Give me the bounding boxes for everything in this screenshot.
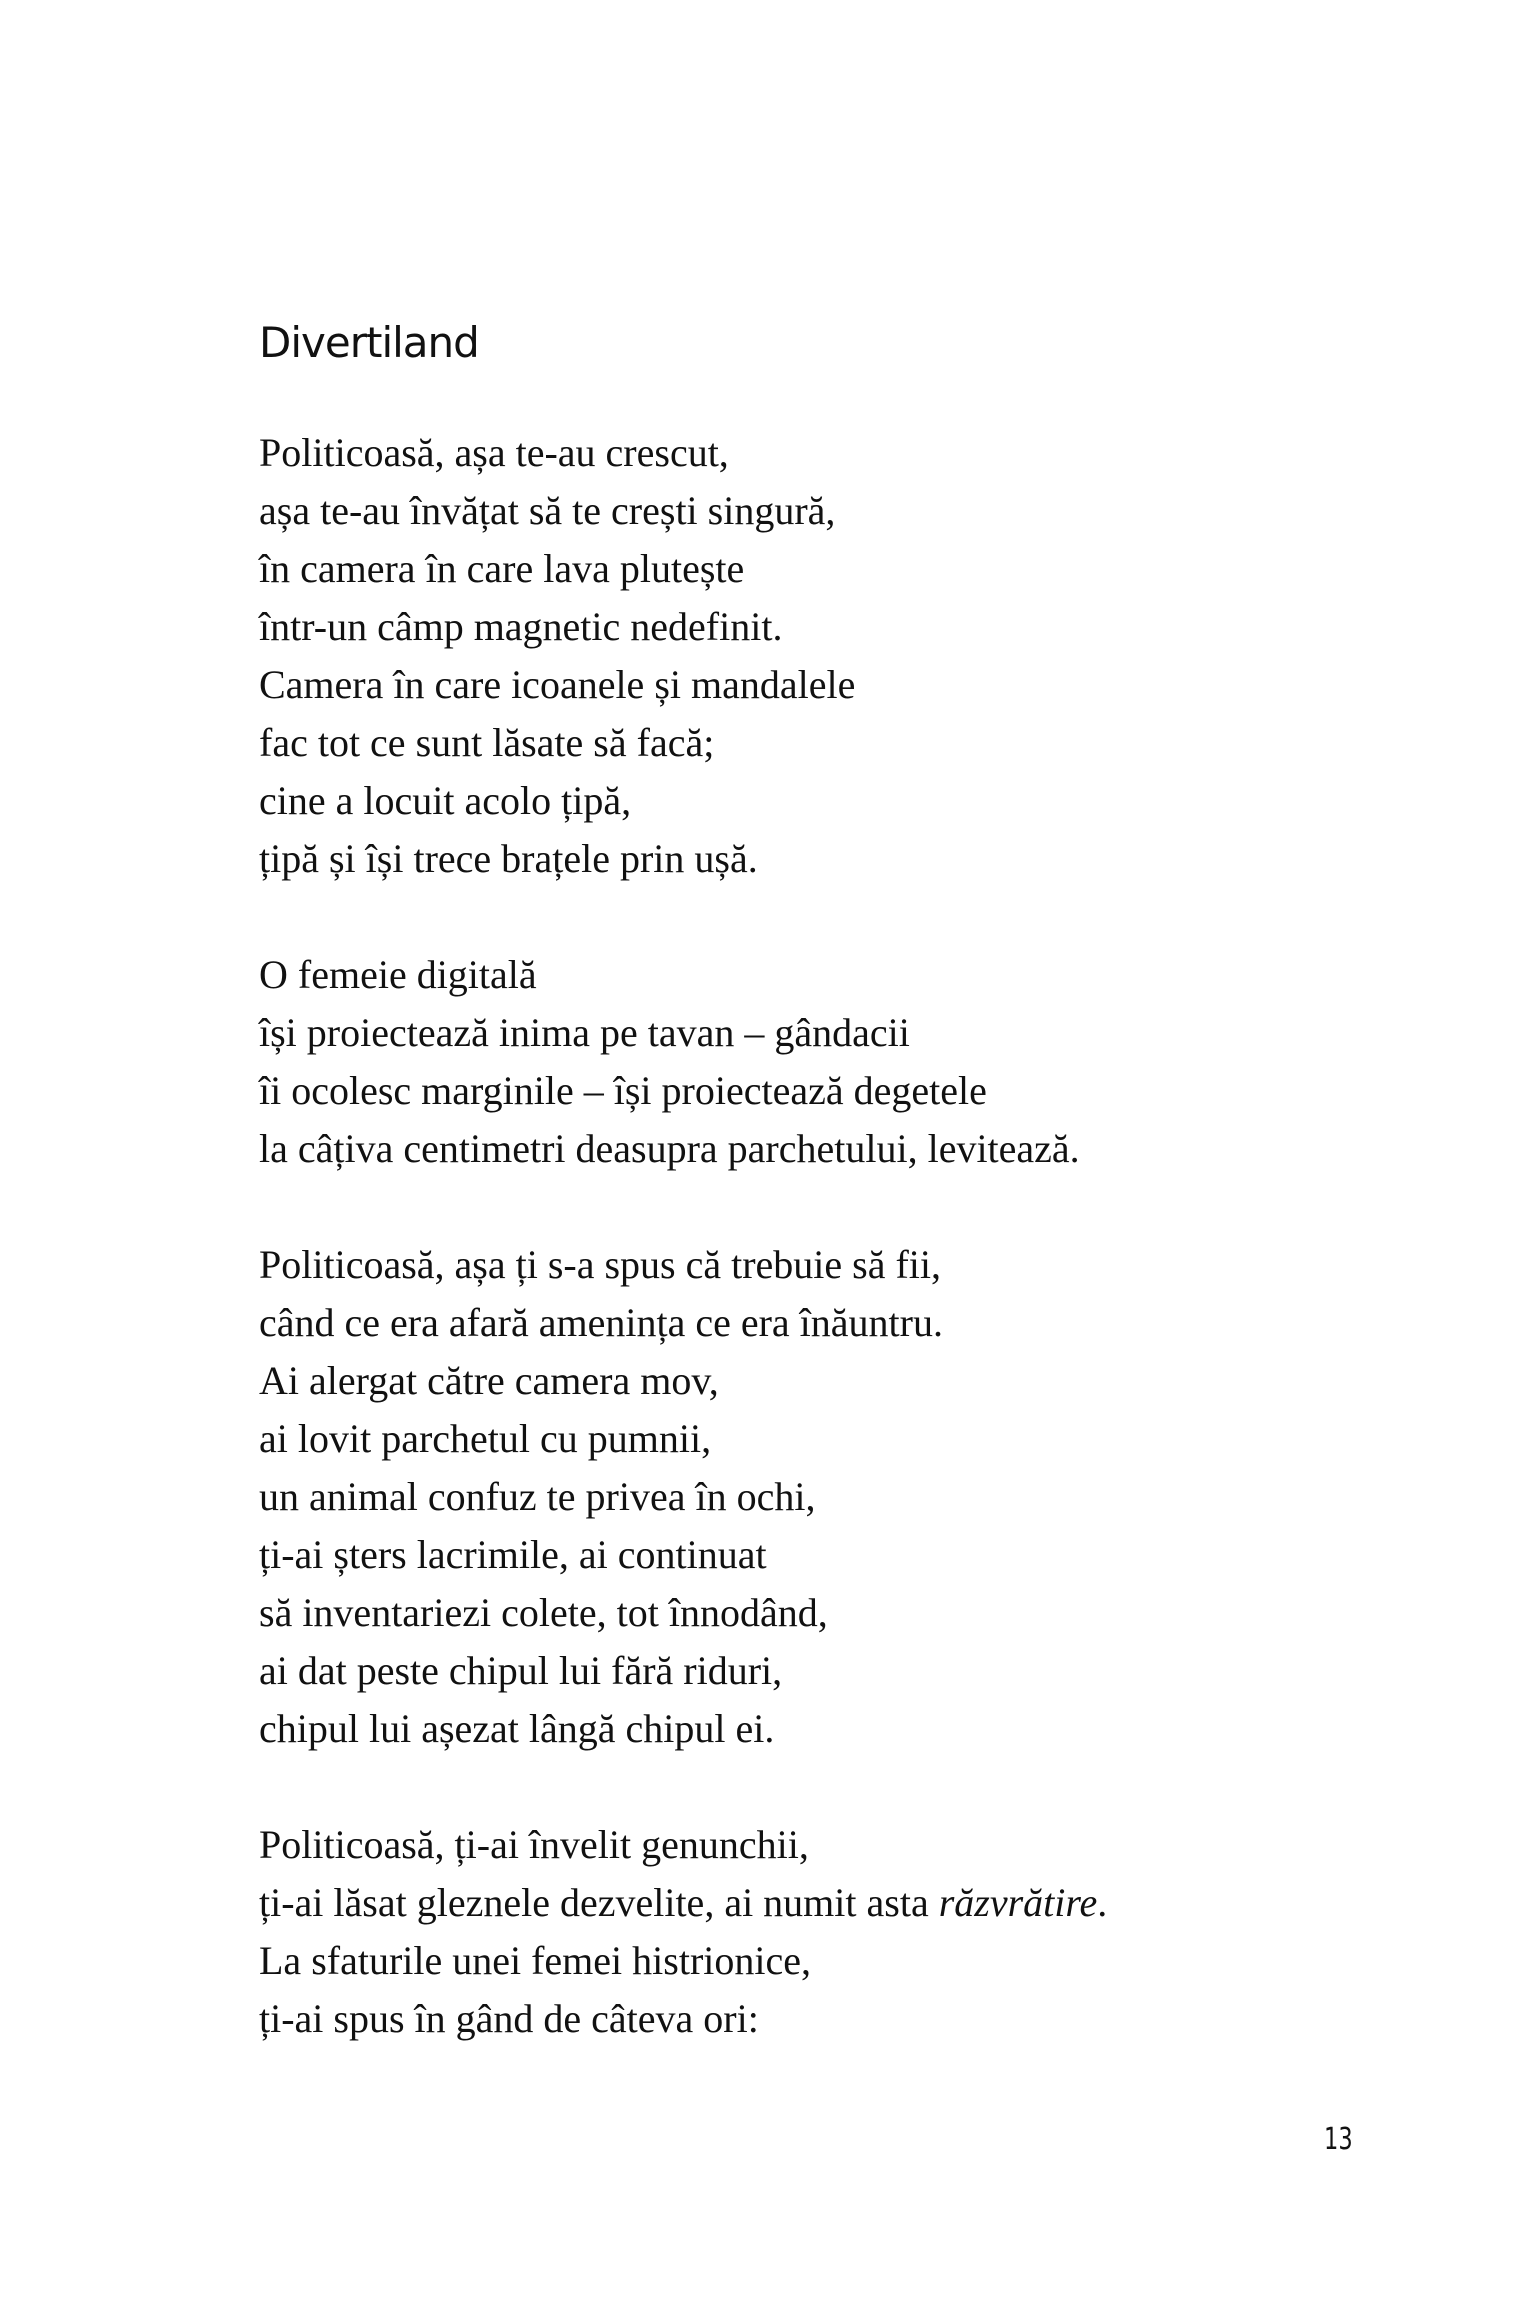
poem-line: în camera în care lava plutește bbox=[259, 546, 745, 591]
poem-line: ți-ai spus în gând de câteva ori: bbox=[259, 1996, 759, 2041]
line-end-punctuation: . bbox=[1097, 1880, 1108, 1925]
poem-line: chipul lui așezat lângă chipul ei. bbox=[259, 1706, 775, 1751]
poem-title: Divertiland bbox=[259, 318, 479, 367]
italic-word: răzvrătire bbox=[938, 1880, 1098, 1925]
poem-line: Politicoasă, așa ți s-a spus că trebuie să fii, bbox=[259, 1242, 942, 1287]
poem-body bbox=[259, 424, 1107, 2106]
poem-line bbox=[259, 1874, 1107, 1932]
poem-line: Ai alergat către camera mov, bbox=[259, 1358, 719, 1403]
poem-line: O femeie digitală bbox=[259, 952, 537, 997]
stanza-4 bbox=[259, 1816, 1107, 2048]
poem-line: într-un câmp magnetic nedefinit. bbox=[259, 604, 783, 649]
poem-line: așa te-au învățat să te crești singură, bbox=[259, 488, 836, 533]
poem-line: își proiectează inima pe tavan – gândacii bbox=[259, 1010, 910, 1055]
stanza-1 bbox=[259, 424, 1107, 888]
poem-line: la câțiva centimetri deasupra parchetului, levitează. bbox=[259, 1126, 1080, 1171]
poem-line: ai dat peste chipul lui fără riduri, bbox=[259, 1648, 783, 1693]
poem-line: să inventariezi colete, tot înnodând, bbox=[259, 1590, 828, 1635]
poem-line-text: ți-ai lăsat gleznele dezvelite, ai numit asta bbox=[259, 1880, 939, 1925]
poem-line: La sfaturile unei femei histrionice, bbox=[259, 1938, 812, 1983]
poem-line: un animal confuz te privea în ochi, bbox=[259, 1474, 816, 1519]
stanza-2 bbox=[259, 946, 1107, 1178]
poem-line: fac tot ce sunt lăsate să facă; bbox=[259, 720, 715, 765]
poem-line: Camera în care icoanele și mandalele bbox=[259, 662, 856, 707]
poem-line: îi ocolesc marginile – își proiectează degetele bbox=[259, 1068, 987, 1113]
poem-line: ți-ai șters lacrimile, ai continuat bbox=[259, 1532, 767, 1577]
poem-line: Politicoasă, ți-ai învelit genunchii, bbox=[259, 1822, 809, 1867]
poem-line: țipă și își trece brațele prin ușă. bbox=[259, 836, 758, 881]
poem-line: Politicoasă, așa te-au crescut, bbox=[259, 430, 729, 475]
stanza-3 bbox=[259, 1236, 1107, 1758]
poem-line: ai lovit parchetul cu pumnii, bbox=[259, 1416, 712, 1461]
page-number: 13 bbox=[1324, 2122, 1353, 2157]
poem-line: când ce era afară amenința ce era înăuntru. bbox=[259, 1300, 943, 1345]
poem-line: cine a locuit acolo țipă, bbox=[259, 778, 632, 823]
